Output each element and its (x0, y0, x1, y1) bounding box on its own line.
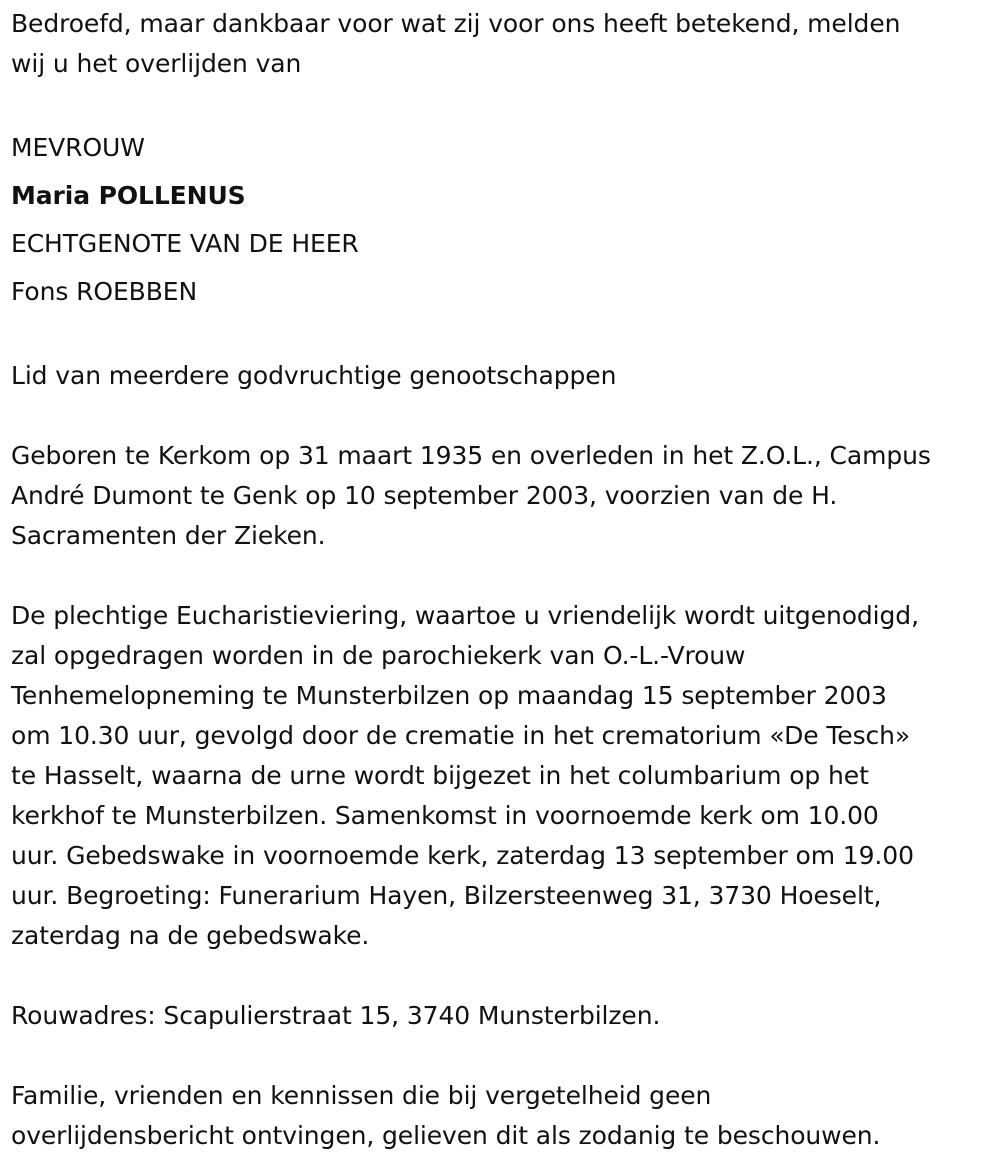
text-line: Familie, vrienden en kennissen die bij vergetelheid geen (11, 1081, 712, 1110)
text-line: Sacramenten der Zieken. (11, 521, 326, 550)
spacer (11, 396, 991, 436)
text-line: wij u het overlijden van (11, 49, 302, 78)
text-line: De plechtige Eucharistieviering, waartoe u vriendelijk wordt uitgenodigd, (11, 601, 919, 630)
birth-death-paragraph (11, 436, 991, 556)
death-notice (11, 4, 991, 1156)
text-line: uur. Gebedswake in voornoemde kerk, zaterdag 13 september om 19.00 (11, 841, 914, 870)
text-line: om 10.30 uur, gevolgd door de crematie in het crematorium «De Tesch» (11, 721, 911, 750)
deceased-name: Maria POLLENUS (11, 181, 246, 210)
spouse-name: Fons ROEBBEN (11, 277, 198, 306)
text-line: André Dumont te Genk op 10 september 2003, voorzien van de H. (11, 481, 838, 510)
membership-text: Lid van meerdere godvruchtige genootschappen (11, 361, 617, 390)
honorific: MEVROUW (11, 133, 145, 162)
deceased-block (11, 124, 991, 316)
relation-label: ECHTGENOTE VAN DE HEER (11, 229, 359, 258)
spacer (11, 316, 991, 356)
closing-paragraph (11, 1076, 991, 1156)
spacer (11, 556, 991, 596)
text-line: zaterdag na de gebedswake. (11, 921, 370, 950)
text-line: te Hasselt, waarna de urne wordt bijgezet in het columbarium op het (11, 761, 869, 790)
intro-paragraph (11, 4, 991, 84)
text-line: Geboren te Kerkom op 31 maart 1935 en overleden in het Z.O.L., Campus (11, 441, 931, 470)
spacer (11, 1036, 991, 1076)
spacer (11, 956, 991, 996)
text-line: zal opgedragen worden in de parochiekerk van O.-L.-Vrouw (11, 641, 746, 670)
ceremony-paragraph (11, 596, 991, 956)
text-line: Tenhemelopneming te Munsterbilzen op maandag 15 september 2003 (11, 681, 887, 710)
text-line: overlijdensbericht ontvingen, gelieven dit als zodanig te beschouwen. (11, 1121, 881, 1150)
text-line: uur. Begroeting: Funerarium Hayen, Bilzersteenweg 31, 3730 Hoeselt, (11, 881, 882, 910)
spacer (11, 84, 991, 124)
text-line: kerkhof te Munsterbilzen. Samenkomst in voornoemde kerk om 10.00 (11, 801, 879, 830)
text-line: Bedroefd, maar dankbaar voor wat zij voor ons heeft betekend, melden (11, 9, 901, 38)
mourning-address: Rouwadres: Scapulierstraat 15, 3740 Munsterbilzen. (11, 1001, 661, 1030)
